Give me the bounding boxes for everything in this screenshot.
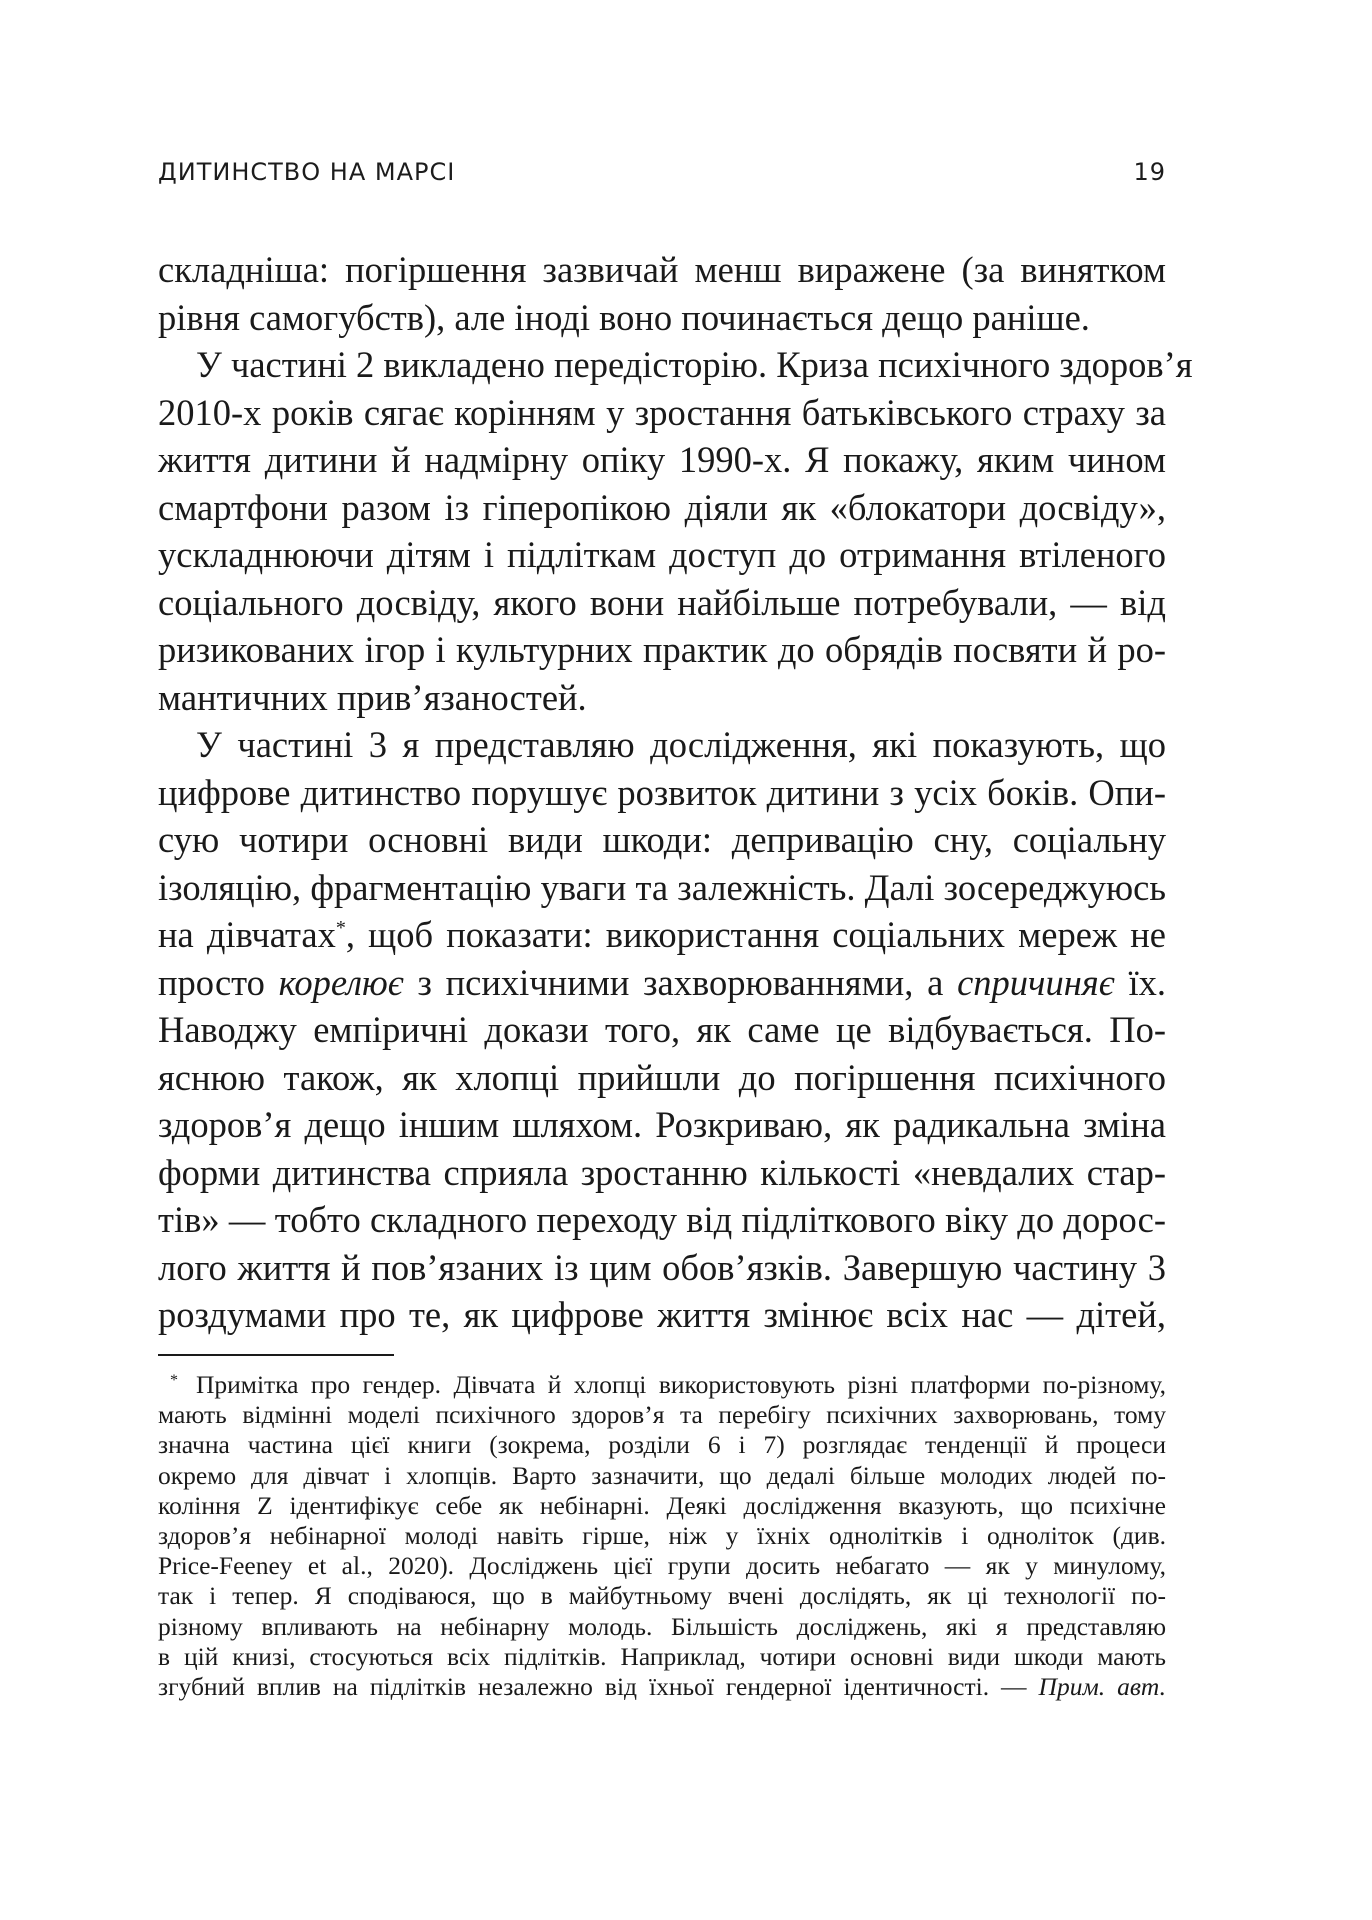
- text-line: тів» — тобто складного переходу від підліткового віку до дорос-: [158, 1199, 1166, 1240]
- footnote-text: [158, 1370, 1166, 1702]
- text-line: форми дитинства сприяла зростанню кількості «невдалих стар-: [158, 1151, 1166, 1193]
- footnote-line-attribution: [158, 1672, 1166, 1702]
- text-line: життя дитини й надмірну опіку 1990-х. Я покажу, яким чином: [158, 439, 1166, 480]
- line-segment: , щоб показати: використання соціальних мереж не: [345, 914, 1167, 955]
- text-line-italic: [158, 959, 1166, 1007]
- text-line: Наводжу емпіричні докази того, як саме це відбувається. По-: [158, 1009, 1166, 1050]
- line-segment: з психічними захворюваннями, а: [403, 961, 958, 1003]
- footnote-line: значна частина цієї книги (зокрема, розділи 6 і 7) розглядає тенденції й процеси: [158, 1430, 1166, 1460]
- text-line: рівня самогубств), але іноді воно починається дещо раніше.: [158, 296, 1090, 338]
- page-number: 19: [1133, 158, 1166, 186]
- line-segment: на дівчатах: [158, 914, 336, 955]
- text-line: сую чотири основні види шкоди: депривацію сну, соціальну: [158, 819, 1166, 860]
- text-line: ізоляцію, фрагментацію уваги та залежність. Далі зосереджуюсь: [158, 866, 1166, 908]
- text-line-footnote-ref: [158, 911, 1166, 959]
- running-title: ДИТИНСТВО НА МАРСІ: [158, 158, 456, 186]
- text-line: У частині 3 я представляю дослідження, які показують, що: [196, 724, 1166, 765]
- text-line: ризикованих ігор і культурних практик до обрядів посвяти й ро-: [158, 629, 1166, 670]
- author-note-label: Прим. авт.: [1038, 1671, 1166, 1701]
- line-segment: згубний вплив на підлітків незалежно від їхньої гендерної ідентичності. —: [158, 1671, 1039, 1701]
- footnote-marker: *: [170, 1372, 178, 1389]
- line-segment: просто: [158, 961, 279, 1003]
- footnote-line: Price-Feeney et al., 2020). Досліджень цієї групи досить небагато — як у минулому,: [158, 1551, 1166, 1581]
- italic-word: спричиняє: [957, 961, 1115, 1003]
- text-line: смартфони разом із гіперопікою діяли як «блокатори досвіду»,: [158, 486, 1166, 528]
- text-line: складніша: погіршення зазвичай менш виражене (за винятком: [158, 249, 1166, 290]
- footnote-line: мають відмінні моделі психічного здоров’я та перебігу психічних захворювань, тому: [158, 1400, 1166, 1430]
- text-line: мантичних прив’язаностей.: [158, 676, 587, 718]
- running-head: [158, 158, 1166, 198]
- text-line: здоров’я дещо іншим шляхом. Розкриваю, як радикальна зміна: [158, 1104, 1166, 1145]
- italic-word: корелює: [278, 961, 404, 1003]
- text-line: лого життя й пов’язаних із цим обов’язків. Завершую частину 3: [158, 1246, 1166, 1288]
- text-line: цифрове дитинство порушує розвиток дитини з усіх боків. Опи-: [158, 771, 1166, 813]
- line-segment: їх.: [1114, 961, 1166, 1003]
- main-text: [158, 246, 1193, 1339]
- footnote-line: окремо для дівчат і хлопців. Варто зазначити, що дедалі більше молодих людей по-: [158, 1460, 1166, 1490]
- text-line: ускладнюючи дітям і підліткам доступ до отримання втіленого: [158, 534, 1166, 575]
- text-line: роздумами про те, як цифрове життя змінює всіх нас — дітей,: [158, 1294, 1166, 1335]
- footnote-line: Примітка про гендер. Дівчата й хлопці використовують різні платформи по-різному,: [196, 1370, 1166, 1399]
- text-line: яснюю також, як хлопці прийшли до погіршення психічного: [158, 1056, 1166, 1098]
- footnote-line: здоров’я небінарної молоді навіть гірше, ніж у їхніх однолітків і одноліток (див.: [158, 1520, 1166, 1550]
- text-line: соціального досвіду, якого вони найбільше потребували, — від: [158, 581, 1166, 623]
- footnote-line: так і тепер. Я сподіваюся, що в майбутньому вчені дослідять, як ці технології по-: [158, 1581, 1166, 1611]
- footnote-divider: [158, 1354, 394, 1356]
- footnote-line: в цій книзі, стосуються всіх підлітків. Наприклад, чотири основні види шкоди мають: [158, 1641, 1166, 1671]
- footnote-reference[interactable]: *: [335, 916, 346, 939]
- text-line: У частині 2 викладено передісторію. Криза психічного здоров’я: [196, 344, 1193, 385]
- footnote-line: різному впливають на небінарну молодь. Більшість досліджень, які я представляю: [158, 1611, 1166, 1641]
- text-line: 2010-х років сягає корінням у зростання батьківського страху за: [158, 391, 1166, 433]
- footnote-line: коління Z ідентифікує себе як небінарні. Деякі дослідження вказують, що психічне: [158, 1490, 1166, 1520]
